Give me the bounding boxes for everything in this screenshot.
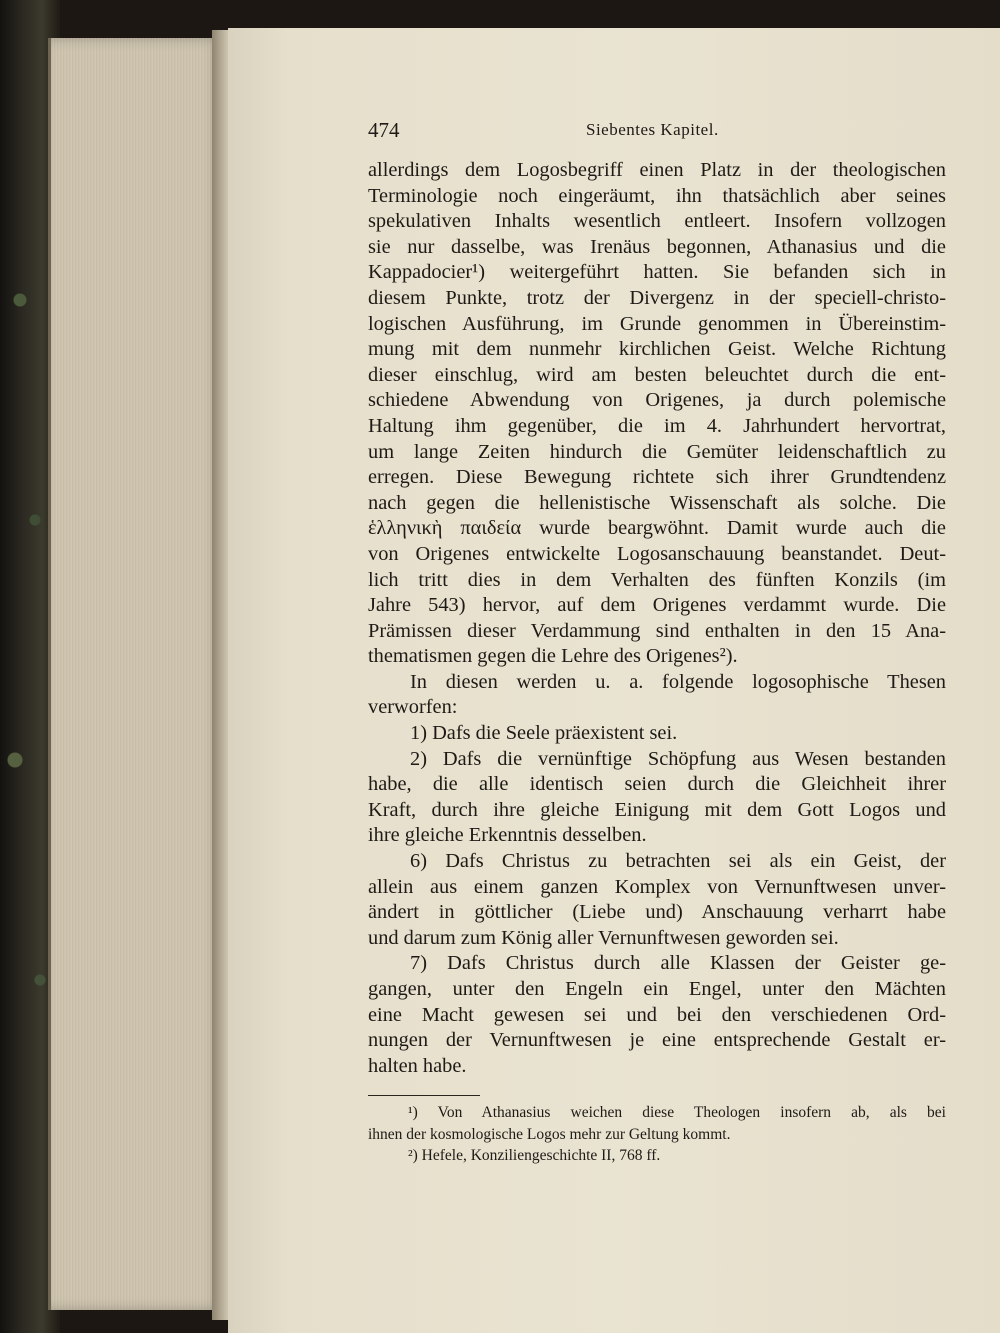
text-line: allerdings dem Logosbegriff einen Platz in der theologischen — [368, 159, 946, 181]
body-text — [368, 158, 946, 1079]
text-line: spekulativen Inhalts wesentlich entleert. Insofern vollzogen — [368, 210, 946, 233]
text-line: eine Macht gewesen sei und bei den verschiedenen Ord- — [368, 1003, 946, 1026]
text-line: verworfen: — [368, 696, 458, 719]
text-line: dieser einschlug, wird am besten beleuchtet durch die ent- — [368, 363, 946, 386]
text-line: 1) Dafs die Seele präexistent sei. — [410, 722, 678, 745]
text-line: Haltung ihm gegenüber, die im 4. Jahrhundert hervortrat, — [368, 414, 946, 437]
text-line: um lange Zeiten hindurch die Gemüter leidenschaftlich zu — [368, 440, 946, 463]
text-line: mung mit dem nunmehr kirchlichen Geist. Welche Richtung — [368, 338, 946, 361]
text-line: Jahre 543) hervor, auf dem Origenes verdammt wurde. Die — [368, 594, 946, 617]
footnotes — [368, 1102, 946, 1167]
text-line: In diesen werden u. a. folgende logosophische Thesen — [410, 670, 946, 693]
text-line: ändert in göttlicher (Liebe und) Anschauung verharrt habe — [368, 901, 946, 924]
footnote-line: ²) Hefele, Konziliengeschichte II, 768 ff. — [408, 1147, 661, 1165]
text-line: allein aus einem ganzen Komplex von Vernunftwesen unver- — [368, 875, 946, 898]
text-block — [368, 118, 946, 1167]
text-line: ihre gleiche Erkenntnis desselben. — [368, 824, 647, 847]
footnote-line: ¹) Von Athanasius weichen diese Theologen insofern ab, als bei — [408, 1104, 946, 1122]
footnote-line: ihnen der kosmologische Logos mehr zur Geltung kommt. — [368, 1125, 731, 1143]
text-line: diesem Punkte, trotz der Divergenz in der speciell-christo- — [368, 286, 946, 309]
text-line: habe, die alle identisch seien durch die Gleichheit ihrer — [368, 773, 946, 796]
book-page — [228, 28, 1000, 1333]
text-line: und darum zum König aller Vernunftwesen geworden sei. — [368, 926, 839, 949]
page-number: 474 — [368, 118, 400, 142]
text-line: Terminologie noch eingeräumt, ihn thatsächlich aber seines — [368, 184, 946, 207]
footnote-rule — [368, 1095, 480, 1096]
text-line: logischen Ausführung, im Grunde genommen in Übereinstim- — [368, 312, 946, 335]
text-line: halten habe. — [368, 1054, 467, 1077]
text-line: gangen, unter den Engeln ein Engel, unter den Mächten — [368, 978, 946, 1000]
text-line: von Origenes entwickelte Logosanschauung beanstandet. Deut- — [368, 542, 946, 565]
text-line: sie nur dasselbe, was Irenäus begonnen, Athanasius und die — [368, 235, 946, 258]
running-head: Siebentes Kapitel. — [586, 120, 719, 139]
text-line: erregen. Diese Bewegung richtete sich ihrer Grundtendenz — [368, 466, 946, 489]
text-line: ἑλληνικὴ παιδεία wurde beargwöhnt. Damit wurde auch die — [368, 517, 946, 540]
text-line: 6) Dafs Christus zu betrachten sei als ein Geist, der — [410, 850, 946, 873]
text-line: thematismen gegen die Lehre des Origenes²). — [368, 645, 738, 668]
text-line: 7) Dafs Christus durch alle Klassen der Geister ge- — [410, 952, 946, 975]
text-line: lich tritt dies in dem Verhalten des fünften Konzils (im — [368, 568, 946, 591]
text-line: Kappadocier¹) weitergeführt hatten. Sie befanden sich in — [368, 261, 946, 284]
text-line: Kraft, durch ihre gleiche Einigung mit dem Gott Logos und — [368, 798, 946, 821]
text-line: nach gegen die hellenistische Wissenschaft als solche. Die — [368, 491, 946, 514]
text-line: Prämissen dieser Verdammung sind enthalten in den 15 Ana- — [368, 619, 946, 642]
page-edges — [48, 38, 223, 1310]
text-line: schiedene Abwendung von Origenes, ja durch polemische — [368, 389, 946, 412]
text-line: nungen der Vernunftwesen je eine entsprechende Gestalt er- — [368, 1029, 946, 1052]
text-line: 2) Dafs die vernünftige Schöpfung aus Wesen bestanden — [410, 747, 946, 770]
page-header — [368, 118, 946, 158]
